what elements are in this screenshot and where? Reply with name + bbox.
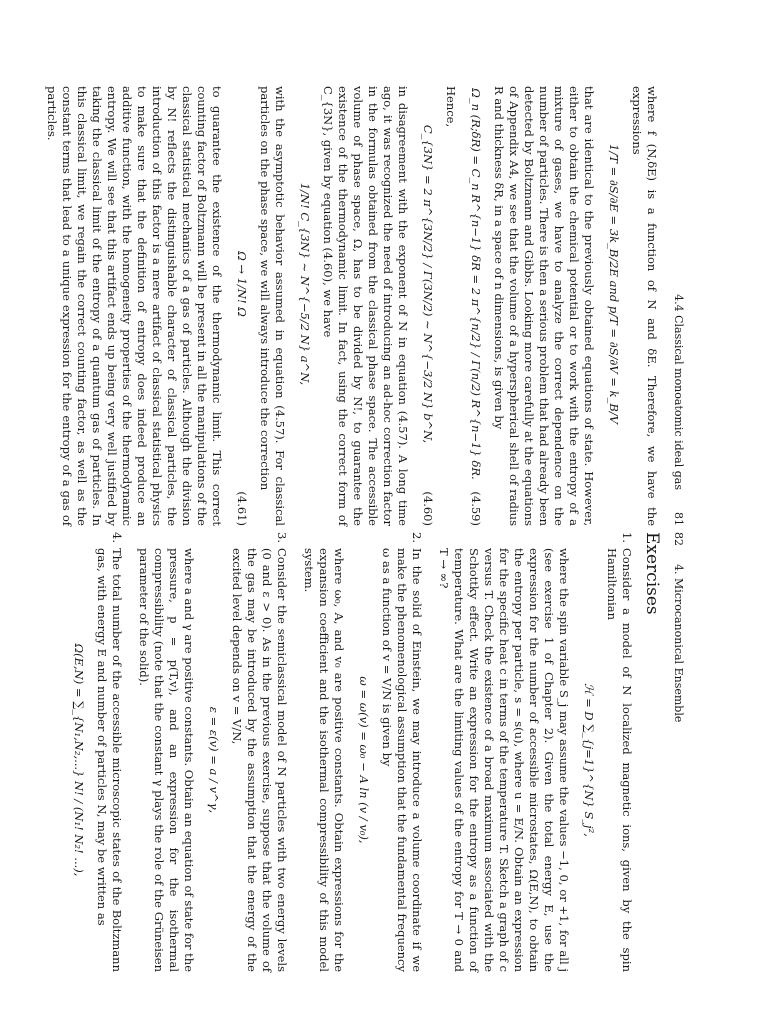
exercise-3-text: Consider the semiclassical model of N particles with two energy levels (0 and ε > 0). As in the previous exercise, suppose that the volume of the gas may be introduced by the assumption that the energy of the excited level depends on v = V/N, — [230, 548, 289, 972]
exercises-heading: Exercises — [642, 532, 662, 615]
equation-4-61 — [234, 86, 249, 526]
exercise-4 — [61, 532, 124, 972]
equation-4-59-body: Ω_n (R;δR) = C_n R^{n−1} δR = 2 π^{n/2} / Γ(n/2) R^{n−1} δR. — [469, 88, 483, 480]
exercise-4-equation — [71, 548, 86, 972]
exercise-3-equation — [206, 548, 221, 972]
equation-4-61-number: (4.61) — [235, 491, 249, 526]
equation-4-59 — [468, 86, 483, 526]
equation-4-61-body: Ω → 1/N! Ω — [235, 251, 249, 317]
exercise-2-text-continued: where ω₀, A, and v₀ are positive constants. Obtain expressions for the expansion coefficient and the isothermal compressibility of this model system. — [302, 548, 346, 972]
exercise-4-equation-body: Ω(E,N) = ∑_{N₁,N₂,...} N! / (N₁! N₂! ...), — [72, 643, 86, 877]
exercise-3 — [130, 532, 289, 972]
page-number: 82 — [672, 532, 685, 546]
paragraph-1: that are identical to the previously obtained equations of state. However, either to obtain the chemical potential or to work with the entropy of a mixture of gases, we have to analyze the correct dependence on the number of particles. There is then a serious problem that had already been detected by Boltzmann and Gibbs. Looking more carefully at the equations of Appendix A4, we see that the volume of a hyperspherical shell of radius R and thickness δR, in a space of n dimensions, is given by — [492, 86, 596, 526]
exercise-number: 2. — [410, 532, 424, 543]
exercise-4-text: The total number of the accessible microscopic states of the Boltzmann gas, with energy E and number of particles N, may be written as — [95, 548, 124, 972]
intro-paragraph: where f (N,δE) is a function of N and δE. Therefore, we have the expressions — [630, 86, 659, 526]
equation-4-60-number: (4.60) — [421, 491, 435, 526]
exercise-2-equation — [356, 548, 371, 972]
page-number: 81 — [672, 512, 685, 526]
exercise-1 — [430, 532, 634, 972]
exercise-1-text: Consider a model of N localized magnetic ions, given by the spin Hamiltonian — [605, 548, 634, 972]
exercise-number: 3. — [275, 532, 289, 543]
equation-4-60 — [420, 86, 435, 526]
exercise-3-equation-body: ε = ε(v) = a / v^γ, — [207, 706, 221, 814]
exercise-2 — [295, 532, 424, 972]
exercise-2-text: In the solid of Einstein, we may introduce a volume coordinate if we make the phenomenological assumption that the fundamental frequency ω as a function of v = V/N is given by — [380, 548, 424, 972]
equation-4-59-number: (4.59) — [469, 491, 483, 526]
running-header-82 — [671, 532, 686, 972]
exercise-3-text-continued: where a and γ are positive constants. Obtain an equation of state for the pressure, p = p(T,v), and an expression for the isothermal compressibility (note that the constant γ plays the role of the Grüneisen parameter of the solid). — [137, 548, 196, 972]
paragraph-3: with the asymptotic behavior assumed in equation (4.57). For classical particles on the phase space, we will always introduce the correction — [258, 86, 287, 526]
book-page-82 — [55, 532, 686, 972]
exercise-2-equation-body: ω = ω(v) = ω₀ − A ln (v / v₀), — [357, 676, 371, 844]
paragraph-2: in disagreement with the exponent of N in equation (4.57). A long time ago, it was recognized the need of introducing an ad-hoc correction factor in the formulas obtained from the classical phase space. The accessible volume of phase space, Ω, has to be divided by N!, to guarantee the existence of the thermodynamic limit. In fact, using the correct form of C_{3N}, given by equation (4.60), we have — [321, 86, 410, 526]
equation-state — [606, 86, 621, 526]
paragraph-4: to guarantee the existence of the thermodynamic limit. This correct counting factor of Boltzmann will be present in all the manipulations of the classical statistical mechanics of a gas of particles. Although the division by N! reflects the distinguishable character of classical particles, the introduction of this factor is a mere artifact of classical statistical physics to make sure that the definition of entropy does indeed produce an additive function, with the homogeneity properties of the thermodynamic entropy. We will see that this artifact ends up being very well justified by taking the classical limit of the entropy of a quantum gas of particles. In this classical limit, we regain the correct counting factor, as well as the constant terms that lead to a unique expression for the entropy of a gas of particles. — [45, 86, 224, 526]
hence-text: Hence, — [444, 86, 458, 128]
running-header-81 — [671, 86, 686, 526]
book-page-81 — [38, 86, 686, 526]
equation-asymptotic — [297, 86, 312, 526]
section-header: 4. Microcanonical Ensemble — [672, 564, 685, 723]
exercise-1-equation — [581, 548, 596, 972]
exercise-number: 1. — [620, 532, 634, 543]
equation-asymptotic-body: 1/N! C_{3N} ∼ N^{−5/2 N} a^N, — [298, 182, 312, 386]
equation-state-body: 1/T = ∂S/∂E = 3k_B/2E and p/T = ∂S/∂V = k_B/V — [607, 144, 621, 424]
section-header: 4.4 Classical monoatomic ideal gas — [672, 294, 685, 490]
equation-4-60-body: C_{3N} = 2 π^{3N/2} / Γ(3N/2) ∼ N^{−3/2 N} b^N, — [421, 124, 435, 444]
exercise-1-equation-body: ℋ = D ∑_{j=1}^{N} S_j², — [582, 683, 596, 837]
exercise-1-text-continued: where the spin variable S_j may assume the values −1, 0, or +1, for all j (see exercise 1 of Chapter 2). Given the total energy E, use the expression for the number of accessible microstates, Ω(E,N), to obtain the entropy per particle, s = s(u), where u = E/N. Obtain an expression for the specific heat c in terms of the temperature T. Sketch a graph of c versus T. Check the existence of a broad maximum associated with the Schottky effect. Write an expression for the entropy as a function of temperature. What are the limiting values of the entropy for T → 0 and T → ∞? — [437, 548, 571, 972]
exercise-number: 4. — [110, 532, 124, 543]
